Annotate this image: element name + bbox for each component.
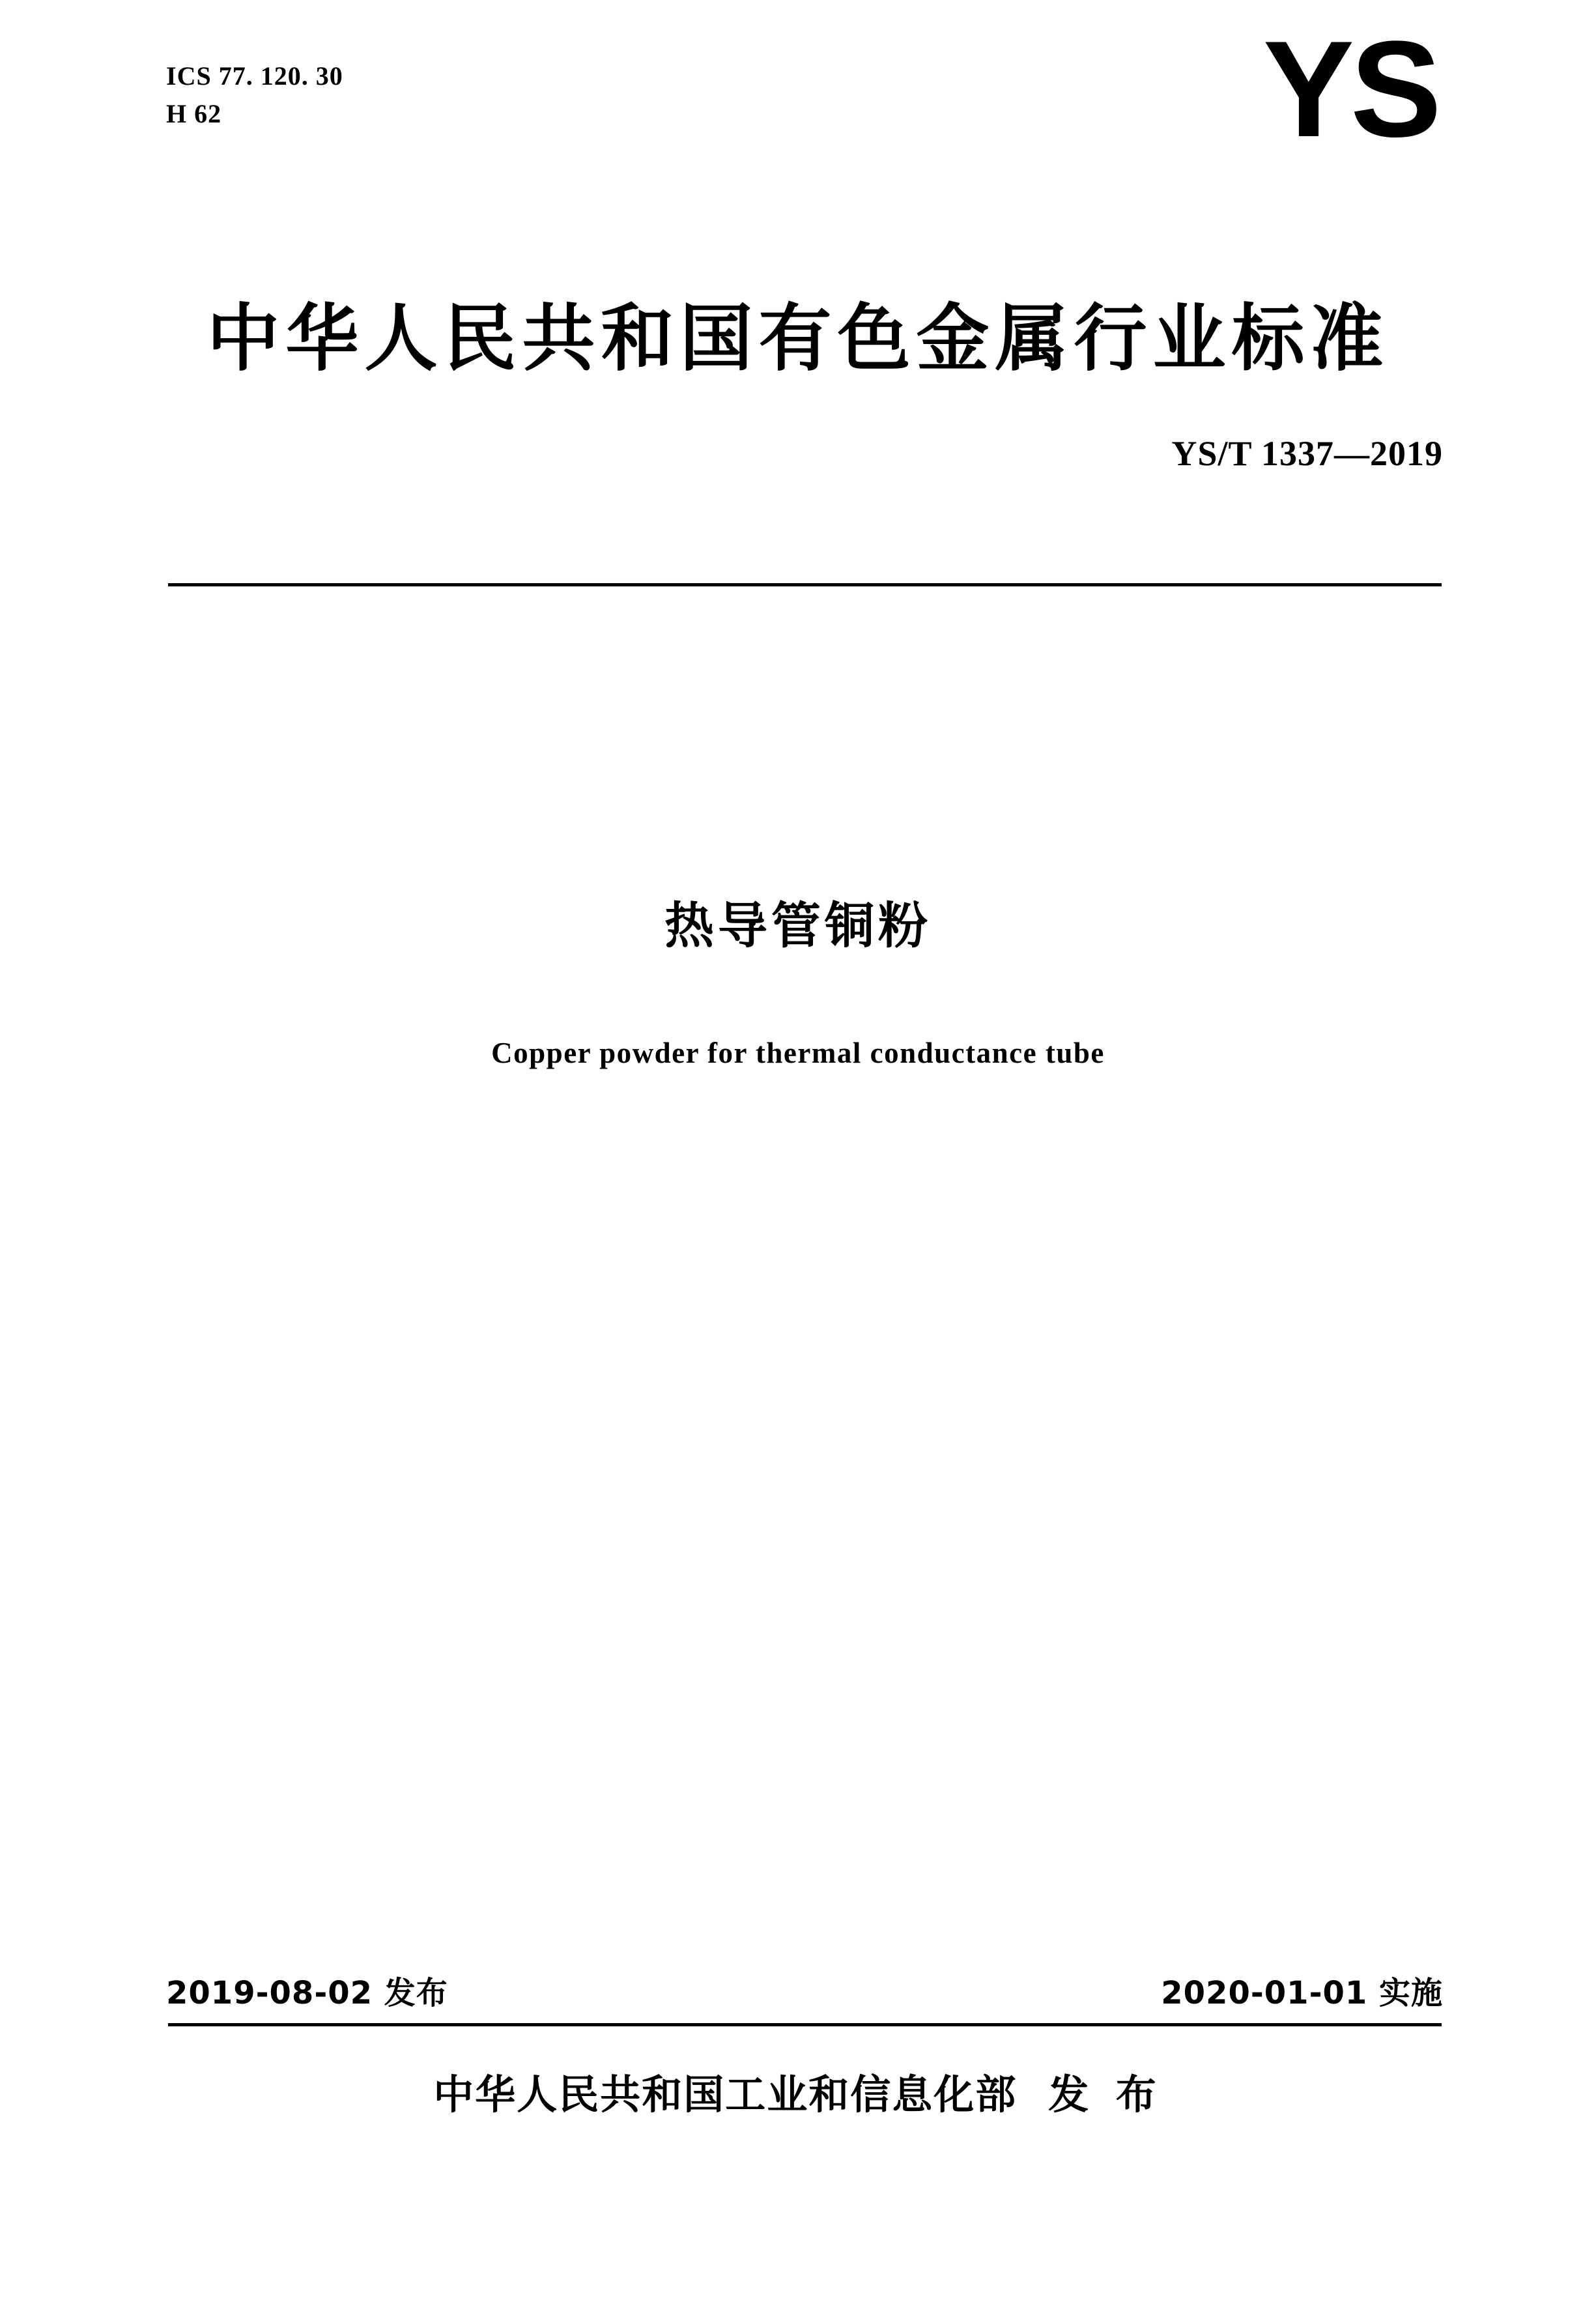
footer-divider bbox=[168, 2023, 1442, 2026]
ys-logo: YS bbox=[1262, 12, 1438, 165]
publisher-line bbox=[0, 2062, 1596, 2120]
document-title-chinese: 热导管铜粉 bbox=[664, 897, 932, 955]
effective-date: 2020-01-01 实施 bbox=[1161, 1975, 1443, 2011]
dates-row bbox=[166, 1968, 1443, 2013]
header bbox=[166, 12, 1443, 165]
page-title: 中华人民共和国有色金属行业标准 bbox=[207, 296, 1389, 381]
issue-date: 2019-08-02 发布 bbox=[166, 1975, 448, 2011]
china-classification-code: H 62 bbox=[166, 99, 222, 128]
publisher-suffix: 发 布 bbox=[1048, 2071, 1163, 2118]
document-title-english: Copper powder for thermal conductance tube bbox=[491, 1037, 1105, 1069]
header-divider bbox=[168, 583, 1442, 586]
ics-classification-block bbox=[166, 57, 343, 133]
standard-number: YS/T 1337—2019 bbox=[1171, 434, 1443, 473]
ics-code: ICS 77. 120. 30 bbox=[166, 61, 343, 91]
publisher-name: 中华人民共和国工业和信息化部 bbox=[433, 2071, 1018, 2118]
